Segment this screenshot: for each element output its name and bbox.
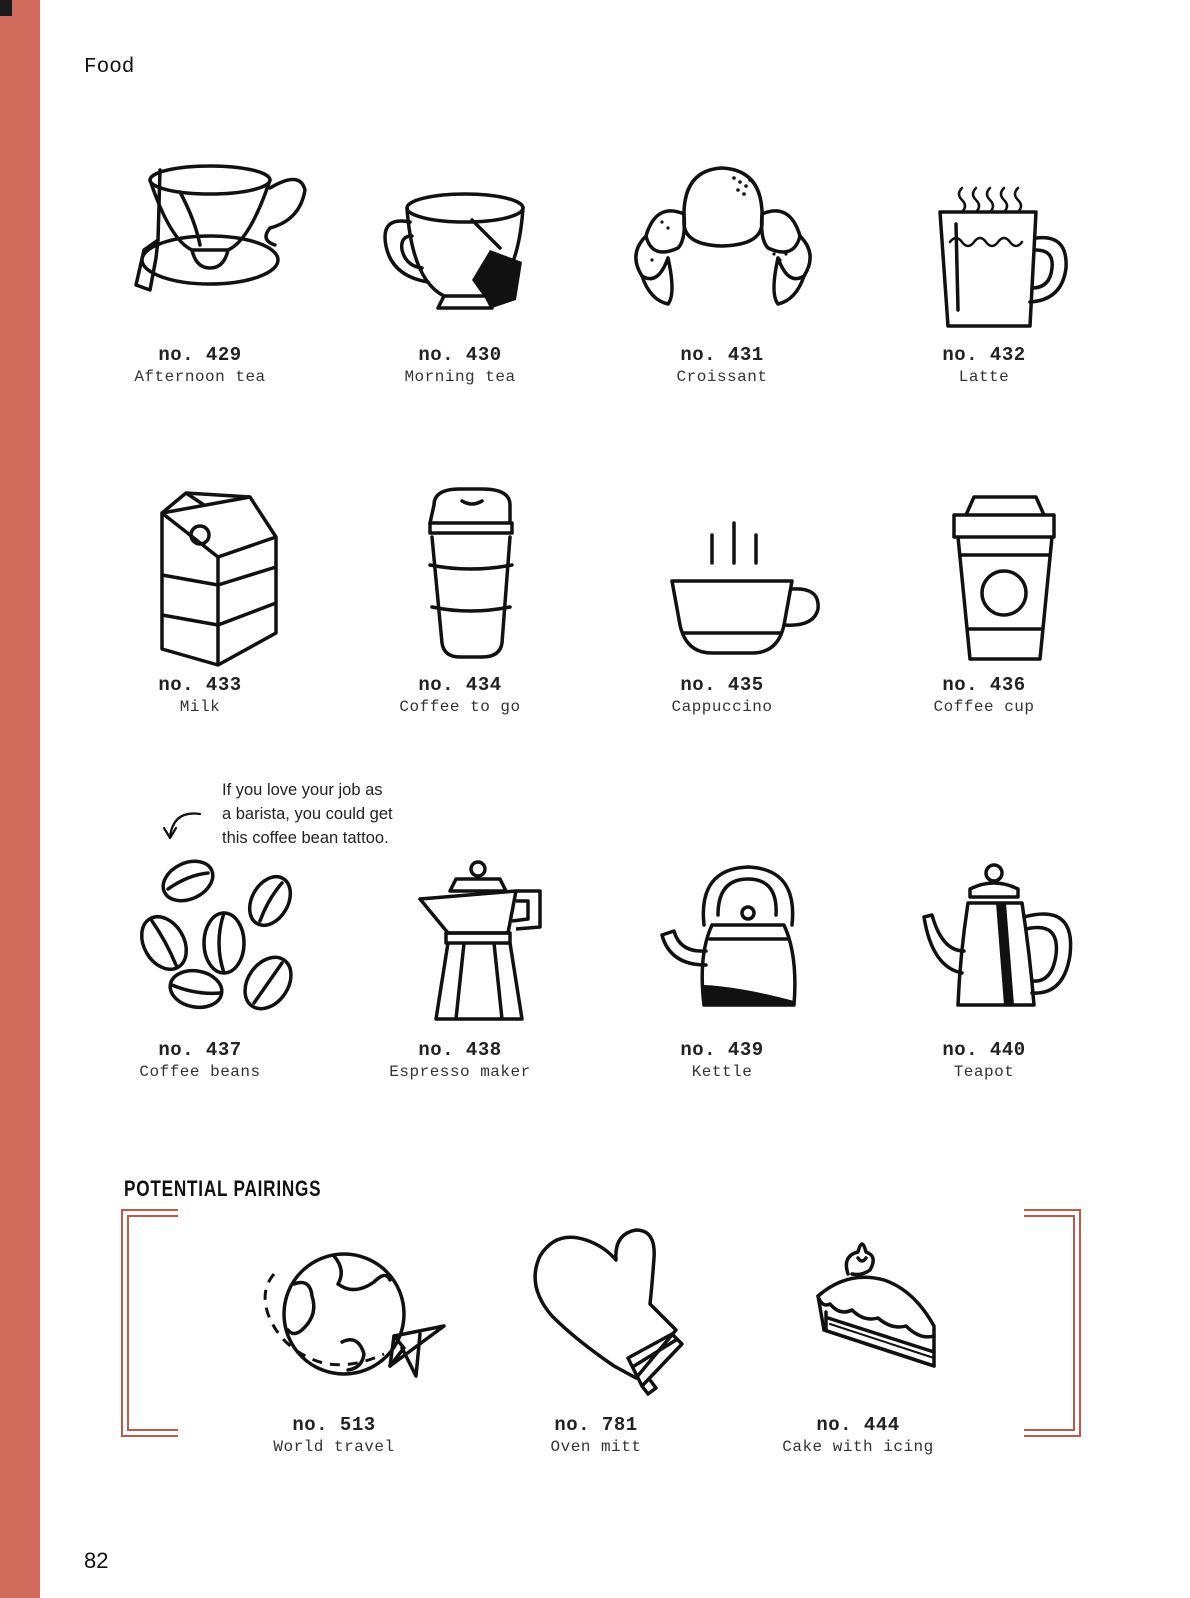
item-number: no. 444 [816, 1414, 900, 1436]
item-label: Espresso maker [389, 1063, 531, 1081]
tattoo-item-429[interactable] [80, 150, 320, 386]
coffee-cup-icon [884, 475, 1084, 670]
item-label: Coffee cup [933, 698, 1035, 716]
tattoo-note [222, 778, 442, 850]
tattoo-item-434[interactable] [340, 475, 580, 716]
tattoo-item-431[interactable] [602, 150, 842, 386]
left-bracket [120, 1208, 180, 1438]
section-title: Food [84, 56, 135, 79]
coffee-to-go-icon [360, 475, 560, 670]
item-number: no. 433 [158, 674, 242, 696]
pairing-item-781[interactable] [476, 1230, 716, 1456]
tattoo-item-435[interactable] [602, 475, 842, 716]
milk-carton-icon [100, 475, 300, 670]
item-number: no. 438 [418, 1039, 502, 1061]
tattoo-item-433[interactable] [80, 475, 320, 716]
pairings-heading: POTENTIAL PAIRINGS [124, 1176, 322, 1201]
item-label: Oven mitt [550, 1438, 642, 1456]
item-number: no. 437 [158, 1039, 242, 1061]
world-travel-icon [234, 1230, 434, 1410]
item-number: no. 513 [292, 1414, 376, 1436]
item-number: no. 434 [418, 674, 502, 696]
item-number: no. 432 [942, 344, 1026, 366]
kettle-icon [622, 855, 822, 1035]
pairing-item-513[interactable] [214, 1230, 454, 1456]
item-number: no. 431 [680, 344, 764, 366]
item-label: Cake with icing [782, 1438, 934, 1456]
item-label: Croissant [676, 368, 768, 386]
tattoo-item-430[interactable] [340, 150, 580, 386]
spine-corner [0, 0, 12, 16]
item-number: no. 436 [942, 674, 1026, 696]
tattoo-item-440[interactable] [864, 855, 1104, 1081]
item-number: no. 439 [680, 1039, 764, 1061]
tattoo-item-436[interactable] [864, 475, 1104, 716]
morning-tea-icon [360, 150, 560, 340]
note-line: this coffee bean tattoo. [222, 829, 389, 847]
item-label: World travel [273, 1438, 395, 1456]
item-label: Kettle [691, 1063, 753, 1081]
tattoo-item-437[interactable] [80, 855, 320, 1081]
tattoo-item-432[interactable] [864, 150, 1104, 386]
latte-icon [884, 150, 1084, 340]
note-line: a barista, you could get [222, 805, 393, 823]
page-number: 82 [84, 1548, 109, 1573]
item-label: Cappuccino [671, 698, 773, 716]
pairing-item-444[interactable] [738, 1230, 978, 1456]
oven-mitt-icon [496, 1230, 696, 1410]
item-number: no. 440 [942, 1039, 1026, 1061]
item-number: no. 430 [418, 344, 502, 366]
teapot-icon [884, 855, 1084, 1035]
tattoo-item-439[interactable] [602, 855, 842, 1081]
coffee-beans-icon [100, 855, 300, 1035]
cake-icon [758, 1230, 958, 1410]
curved-arrow-icon [160, 806, 208, 846]
cappuccino-icon [622, 475, 822, 670]
note-line: If you love your job as [222, 781, 383, 799]
item-number: no. 781 [554, 1414, 638, 1436]
item-label: Coffee beans [139, 1063, 261, 1081]
espresso-maker-icon [360, 855, 560, 1035]
item-number: no. 435 [680, 674, 764, 696]
right-bracket [1022, 1208, 1082, 1438]
item-label: Latte [958, 368, 1010, 386]
item-label: Morning tea [404, 368, 516, 386]
afternoon-tea-icon [100, 150, 300, 340]
tattoo-item-438[interactable] [340, 855, 580, 1081]
croissant-icon [622, 150, 822, 340]
item-label: Milk [179, 698, 221, 716]
item-label: Teapot [953, 1063, 1015, 1081]
item-label: Afternoon tea [134, 368, 266, 386]
item-label: Coffee to go [399, 698, 521, 716]
item-number: no. 429 [158, 344, 242, 366]
page-spine-band [0, 0, 40, 1598]
